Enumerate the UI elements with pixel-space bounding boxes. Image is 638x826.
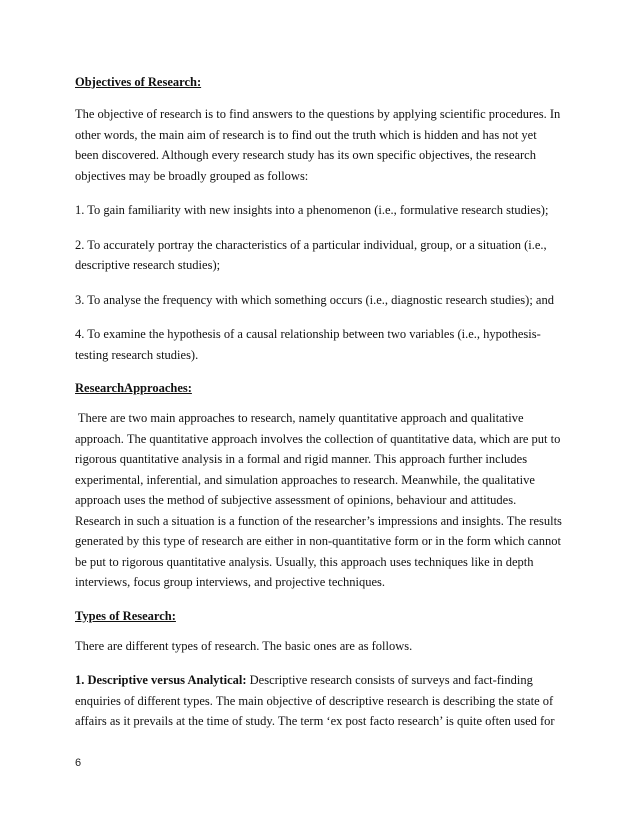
text-line: The objective of research is to find answers to the questions by applying scientific procedures. In [75,107,561,121]
text-line: rigorous quantitative analysis in a formal and rigid manner. This approach further includes [75,452,528,466]
text-line [75,670,575,691]
item-text: Descriptive research consists of surveys and fact-finding [246,673,533,687]
objective-item-1 [75,200,575,221]
text-line: generated by this type of research are either in non-quantitative form or in the form which cannot [75,534,561,548]
text-line: Research in such a situation is a function of the researcher’s impressions and insights. The results [75,513,562,528]
text-line: 1. To gain familiarity with new insights into a phenomenon (i.e., formulative research studies); [75,203,549,217]
page-number: 6 [75,757,82,769]
text-line: testing research studies). [75,347,199,362]
heading-types-of-research: Types of Research: [75,608,176,623]
text-line: approach uses the method of subjective assessment of opinions, behaviour and attitudes. [75,493,517,507]
objective-item-3 [75,290,575,311]
objectives-intro-paragraph [75,104,575,186]
approaches-paragraph [75,408,575,593]
text-line: approach. The quantitative approach involves the collection of quantitative data, which are put to [75,431,561,446]
text-line: 2. To accurately portray the characteristics of a particular individual, group, or a situation (i.e., [75,237,547,252]
text-line: interviews, focus group interviews, and projective techniques. [75,575,385,589]
text-line: 4. To examine the hypothesis of a causal relationship between two variables (i.e., hypothesis- [75,327,541,341]
text-line: objectives may be broadly grouped as follows: [75,168,309,183]
text-line: There are different types of research. The basic ones are as follows. [75,638,413,653]
text-line: be put to rigorous quantitative analysis. Usually, this approach uses techniques like in depth [75,554,534,569]
text-line: affairs as it prevails at the time of study. The term ‘ex post facto research’ is quite often used for [75,714,555,728]
heading-objectives: Objectives of Research: [75,75,202,89]
heading-research-approaches: ResearchApproaches: [75,381,192,395]
objective-item-4 [75,324,575,365]
text-line: descriptive research studies); [75,258,221,272]
text-line: There are two main approaches to research, namely quantitative approach and qualitative [75,411,524,425]
types-item-1 [75,670,575,732]
text-line: experimental, inferential, and simulation approaches to research. Meanwhile, the qualitative [75,472,535,487]
objective-item-2 [75,235,575,276]
text-line: been discovered. Although every research study has its own specific objectives, the research [75,148,536,162]
types-intro [75,636,575,657]
text-line: enquiries of different types. The main objective of descriptive research is describing the state of [75,693,554,708]
page-content [75,73,575,732]
text-line: 3. To analyse the frequency with which something occurs (i.e., diagnostic research studies); and [75,292,554,307]
item-label: 1. Descriptive versus Analytical: [75,673,247,687]
text-line: other words, the main aim of research is to find out the truth which is hidden and has not yet [75,127,537,142]
